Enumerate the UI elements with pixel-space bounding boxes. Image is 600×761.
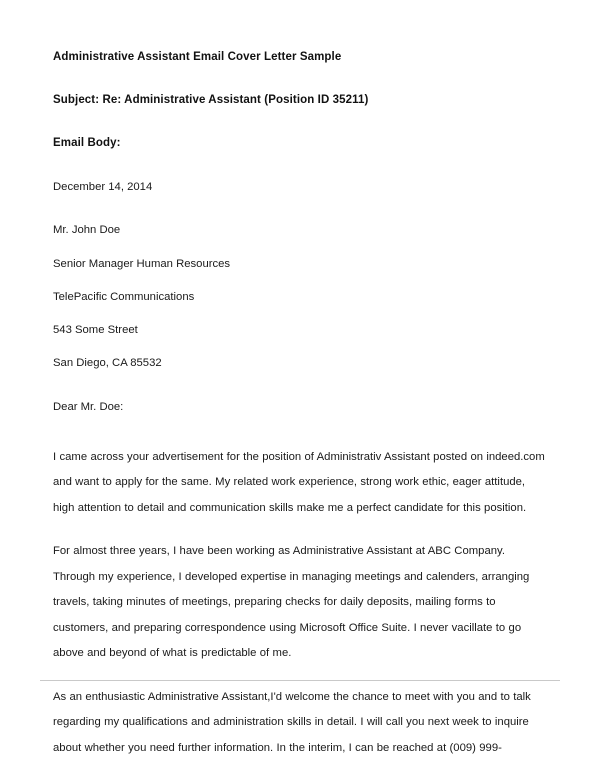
address-line: Mr. John Doe <box>53 224 121 237</box>
recipient-address-block <box>53 223 547 370</box>
email-subject-line: Subject: Re: Administrative Assistant (Position ID 35211) <box>53 93 369 106</box>
page-title: Administrative Assistant Email Cover Letter Sample <box>53 51 342 63</box>
address-line: TelePacific Communications <box>53 290 195 303</box>
document-content <box>53 50 547 761</box>
address-line: San Diego, CA 85532 <box>53 357 162 370</box>
letter-date: December 14, 2014 <box>53 180 153 193</box>
letter-paragraph: I came across your advertisement for the position of Administrativ Assistant posted on indeed.com and want to apply for the same. My related work experience, strong work ethic, eager attitude, high attention to detail and communication skills make me a perfect candidate for this position. <box>53 450 545 514</box>
letter-paragraph: As an enthusiastic Administrative Assistant,I'd welcome the chance to meet with you and to talk regarding my qualifications and administration skills in detail. I will call you next week to inquire about whether you need further information. In the interim, I can be reached at (009) 999- <box>53 690 531 754</box>
address-line: Senior Manager Human Resources <box>53 257 231 270</box>
letter-salutation: Dear Mr. Doe: <box>53 400 124 413</box>
address-line: 543 Some Street <box>53 324 138 336</box>
page-bottom-divider <box>40 680 560 681</box>
email-body-label: Email Body: <box>53 136 121 149</box>
letter-paragraph: For almost three years, I have been working as Administrative Assistant at ABC Company. Through my experience, I developed expertise in managing meetings and calenders, arranging travels, taking minutes of meetings, preparing checks for daily deposits, mailing forms to customers, and preparing correspondence using Microsoft Office Suite. I never vacillate to go above and beyond of what is predictable of me. <box>53 545 530 660</box>
